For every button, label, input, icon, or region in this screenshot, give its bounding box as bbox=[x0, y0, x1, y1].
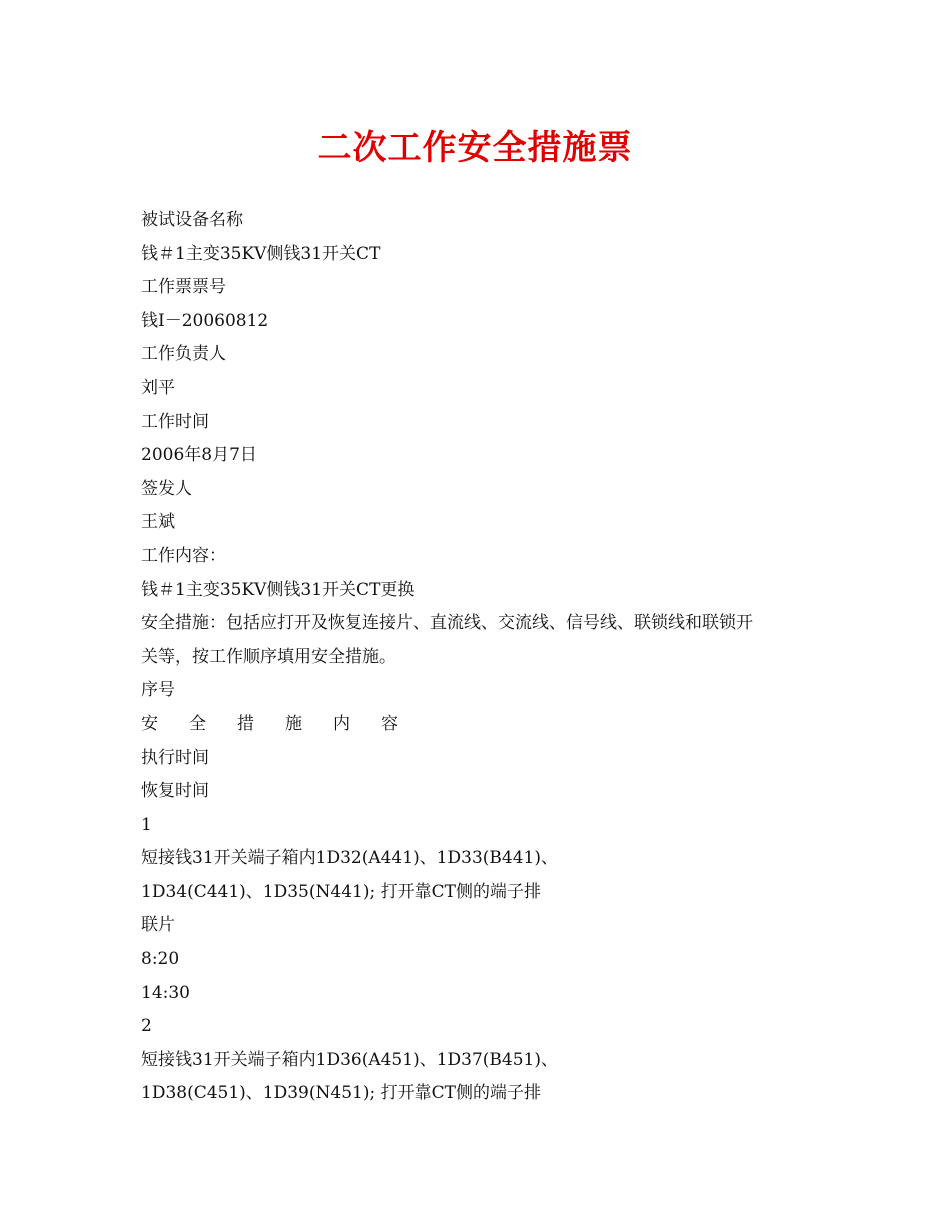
field-value-ticket-number: 钱Ⅰ－20060812 bbox=[141, 310, 269, 331]
field-label-device-name: 被试设备名称 bbox=[141, 210, 243, 230]
field-label-work-leader: 工作负责人 bbox=[141, 344, 226, 365]
field-label-issuer: 签发人 bbox=[141, 478, 192, 499]
field-value-work-leader: 刘平 bbox=[141, 377, 175, 398]
column-header-safety-content: 安全措施内容 bbox=[141, 713, 429, 734]
safety-measures-description-cont: 关等，按工作顺序填用安全措施。 bbox=[141, 646, 396, 667]
field-label-ticket-number: 工作票票号 bbox=[141, 277, 226, 298]
row-2-content-line-1: 短接钱31开关端子箱内1D36(A451)、1D37(B451)、 bbox=[141, 1049, 558, 1070]
row-1-content-line-1: 短接钱31开关端子箱内1D32(A441)、1D33(B441)、 bbox=[141, 848, 558, 869]
row-1-execute-time: 8:20 bbox=[141, 949, 180, 970]
field-value-work-content: 钱＃1主变35KV侧钱31开关CT更换 bbox=[141, 579, 415, 600]
field-value-device-name: 钱＃1主变35KV侧钱31开关CT bbox=[141, 243, 381, 264]
column-header-execute-time: 执行时间 bbox=[141, 747, 209, 768]
row-1-restore-time: 14:30 bbox=[141, 982, 190, 1003]
safety-measures-description: 安全措施：包括应打开及恢复连接片、直流线、交流线、信号线、联锁线和联锁开 bbox=[141, 613, 753, 634]
row-1-content-line-3: 联片 bbox=[141, 915, 175, 936]
row-1-number: 1 bbox=[141, 814, 152, 835]
field-value-issuer: 王斌 bbox=[141, 512, 175, 533]
column-header-restore-time: 恢复时间 bbox=[141, 781, 209, 802]
field-value-work-time: 2006年8月7日 bbox=[141, 445, 257, 466]
field-label-work-time: 工作时间 bbox=[141, 411, 209, 432]
document-body bbox=[141, 204, 821, 1111]
row-1-content-line-2: 1D34(C441)、1D35(N441); 打开靠CT侧的端子排 bbox=[141, 881, 541, 902]
row-2-number: 2 bbox=[141, 1016, 152, 1037]
field-label-work-content: 工作内容： bbox=[141, 545, 226, 566]
row-2-content-line-2: 1D38(C451)、1D39(N451); 打开靠CT侧的端子排 bbox=[141, 1083, 541, 1104]
document-title: 二次工作安全措施票 bbox=[317, 128, 633, 168]
column-header-number: 序号 bbox=[141, 680, 175, 701]
